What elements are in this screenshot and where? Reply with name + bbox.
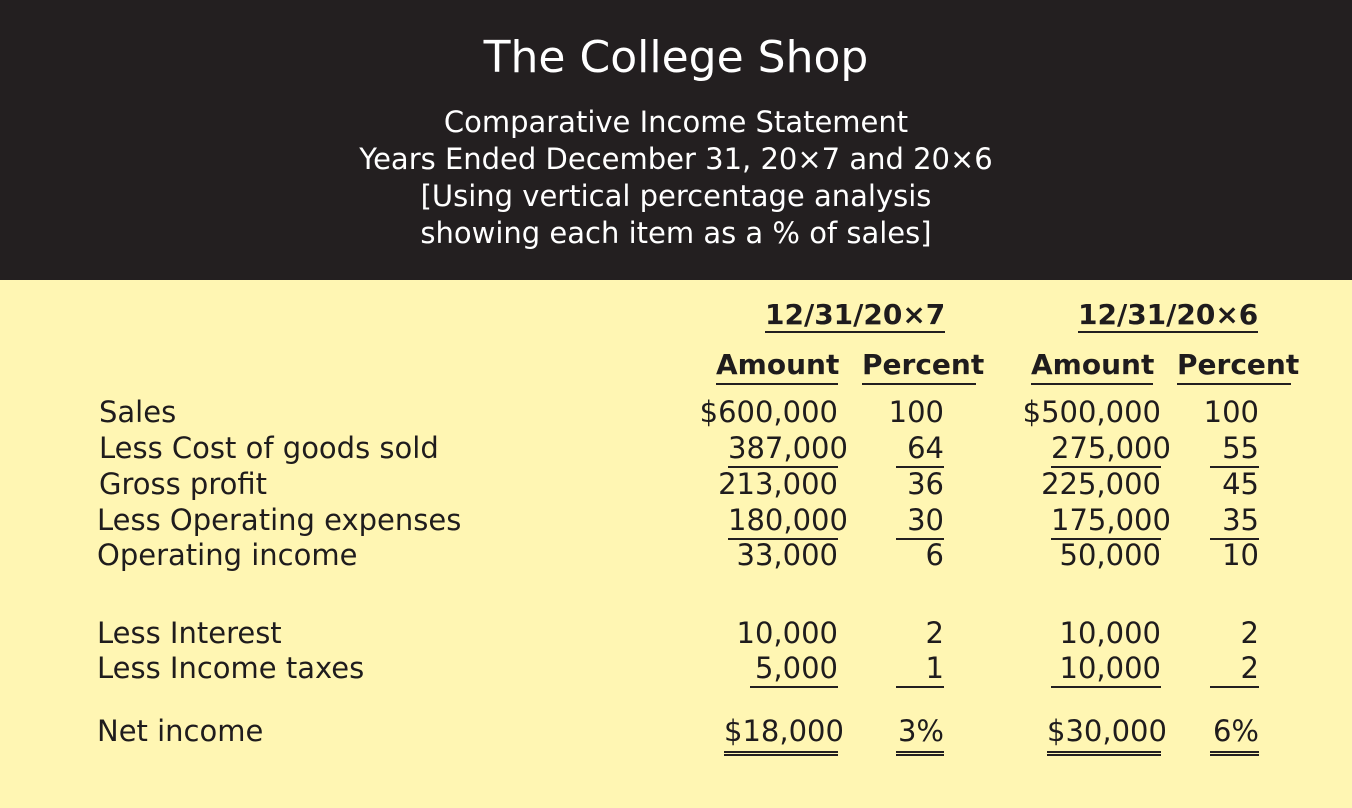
- operating-expenses-percent-20x7: 30: [896, 502, 944, 540]
- row-label-income-taxes: Less Income taxes: [97, 651, 365, 685]
- operating-expenses-amount-20x6: 175,000: [1051, 502, 1161, 540]
- sales-amount-20x7: $600,000: [699, 395, 838, 429]
- cogs-percent-20x7: 64: [896, 430, 944, 468]
- year-header-20x6: [1078, 297, 1258, 333]
- statement-note-line-2: showing each item as a % of sales]: [420, 216, 932, 250]
- interest-amount-20x6: 10,000: [1059, 616, 1161, 650]
- row-label-operating-expenses: Less Operating expenses: [97, 503, 462, 537]
- income-statement-table: [0, 280, 1352, 808]
- gross-profit-amount-20x6: 225,000: [1041, 467, 1161, 501]
- statement-header: [0, 0, 1352, 280]
- income-taxes-percent-20x7: 1: [896, 650, 944, 688]
- row-label-cogs: Less Cost of goods sold: [99, 431, 439, 465]
- row-label-gross-profit: Gross profit: [99, 467, 268, 501]
- gross-profit-amount-20x7: 213,000: [718, 467, 838, 501]
- sales-percent-20x6: 100: [1203, 395, 1259, 429]
- row-label-sales: Sales: [99, 395, 177, 429]
- operating-expenses-amount-20x7: 180,000: [728, 502, 838, 540]
- net-income-amount-20x6: $30,000: [1047, 713, 1161, 756]
- statement-period: Years Ended December 31, 20×7 and 20×6: [359, 142, 993, 176]
- row-label-net-income: Net income: [97, 714, 264, 748]
- year-header-20x7-text: 12/31/20×7: [765, 298, 946, 331]
- operating-income-amount-20x7: 33,000: [736, 538, 838, 572]
- operating-income-percent-20x7: 6: [925, 538, 944, 572]
- amount-header-20x6: Amount: [1031, 347, 1153, 385]
- statement-note-line-1: [Using vertical percentage analysis: [420, 179, 932, 213]
- cogs-amount-20x6: 275,000: [1051, 430, 1161, 468]
- net-income-percent-20x6: 6%: [1210, 713, 1259, 756]
- income-taxes-percent-20x6: 2: [1210, 650, 1259, 688]
- cogs-percent-20x6: 55: [1210, 430, 1259, 468]
- percent-header-20x7: Percent: [862, 347, 976, 385]
- row-label-operating-income: Operating income: [97, 538, 358, 572]
- sales-percent-20x7: 100: [888, 395, 944, 429]
- gross-profit-percent-20x7: 36: [907, 467, 944, 501]
- company-title: The College Shop: [483, 32, 869, 83]
- operating-income-percent-20x6: 10: [1222, 538, 1259, 572]
- row-label-interest: Less Interest: [97, 616, 282, 650]
- interest-amount-20x7: 10,000: [736, 616, 838, 650]
- gross-profit-percent-20x6: 45: [1222, 467, 1259, 501]
- income-taxes-amount-20x6: 10,000: [1051, 650, 1161, 688]
- cogs-amount-20x7: 387,000: [728, 430, 838, 468]
- operating-income-amount-20x6: 50,000: [1059, 538, 1161, 572]
- sales-amount-20x6: $500,000: [1022, 395, 1161, 429]
- interest-percent-20x7: 2: [925, 616, 944, 650]
- interest-percent-20x6: 2: [1240, 616, 1259, 650]
- net-income-amount-20x7: $18,000: [724, 713, 838, 756]
- net-income-percent-20x7: 3%: [896, 713, 944, 756]
- year-header-20x7: [765, 297, 946, 333]
- statement-title: Comparative Income Statement: [443, 105, 909, 139]
- operating-expenses-percent-20x6: 35: [1210, 502, 1259, 540]
- percent-header-20x6: Percent: [1177, 347, 1291, 385]
- income-taxes-amount-20x7: 5,000: [750, 650, 838, 688]
- year-header-20x6-text: 12/31/20×6: [1078, 298, 1259, 331]
- amount-header-20x7: Amount: [716, 347, 838, 385]
